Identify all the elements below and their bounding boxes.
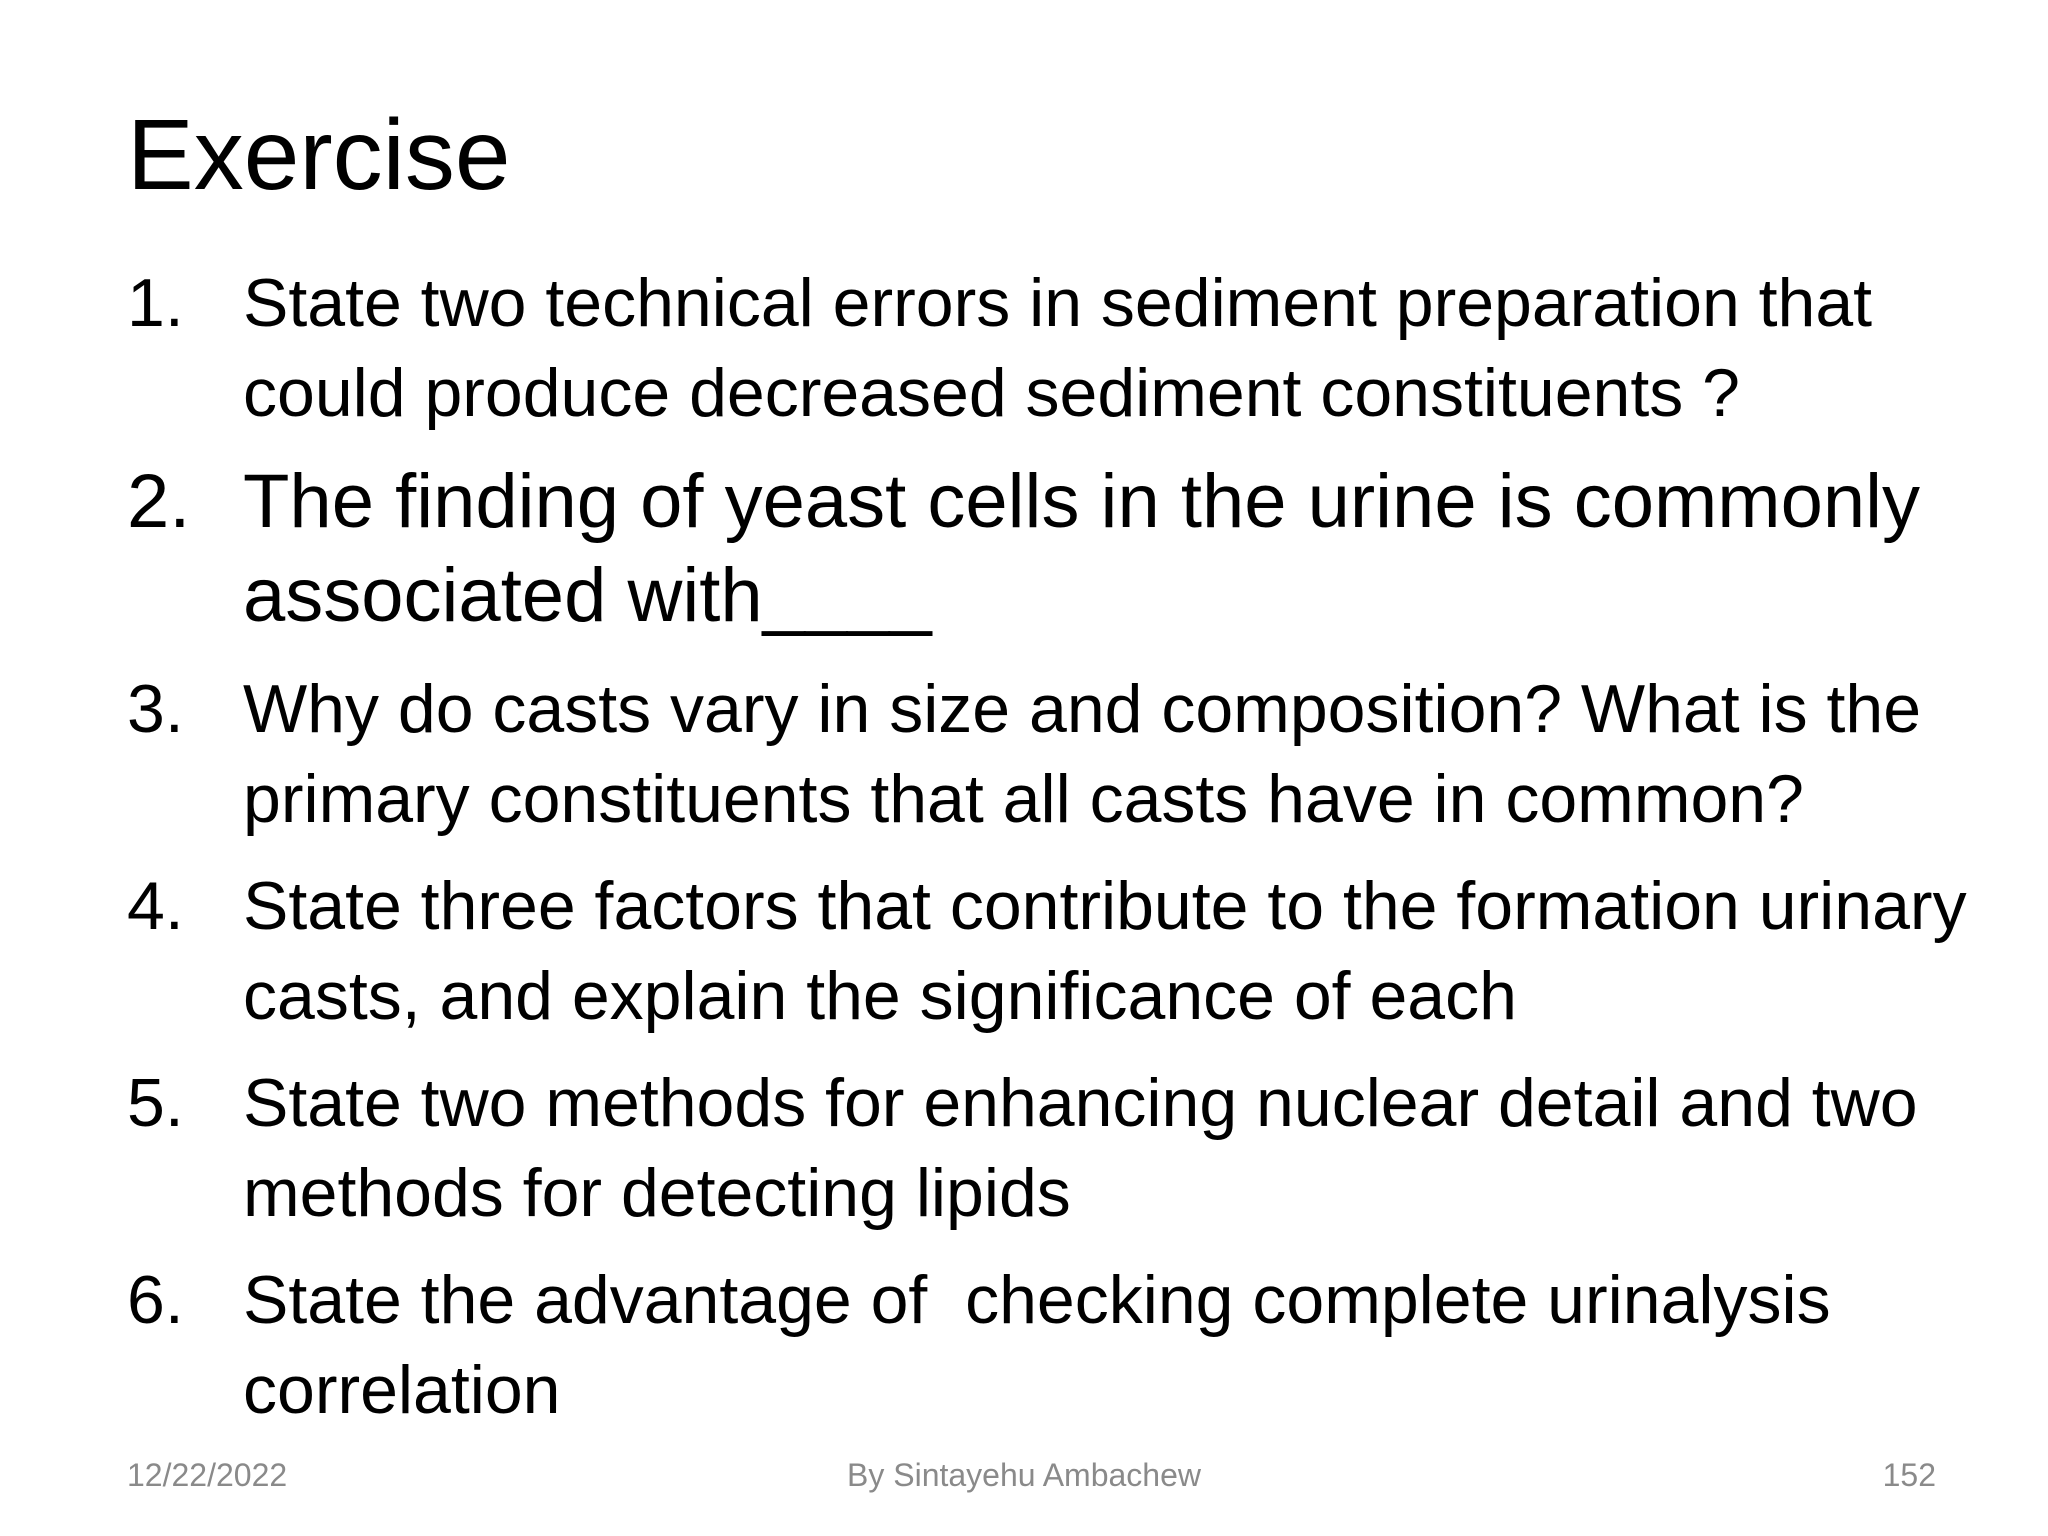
item-number: 1. <box>127 265 184 341</box>
exercise-list <box>127 258 1977 1452</box>
footer-author: By Sintayehu Ambachew <box>847 1457 1201 1493</box>
exercise-item-6 <box>127 1255 1977 1435</box>
item-number: 5. <box>127 1065 184 1141</box>
item-text: State the advantage of checking complete urinalysis correlation <box>243 1262 1850 1428</box>
exercise-item-2 <box>127 455 1977 643</box>
item-number: 4. <box>127 868 184 944</box>
item-text: The finding of yeast cells in the urine is commonly associated with____ <box>243 459 1921 638</box>
exercise-item-3 <box>127 664 1977 844</box>
item-number: 6. <box>127 1262 184 1338</box>
item-text: State three factors that contribute to the formation urinary casts, and explain the significance of each <box>243 868 1967 1034</box>
item-text: State two technical errors in sediment preparation that could produce decreased sediment constituents ? <box>243 265 1873 431</box>
slide-title: Exercise <box>127 99 511 211</box>
exercise-item-4 <box>127 861 1977 1041</box>
item-number: 2. <box>127 459 191 544</box>
exercise-item-5 <box>127 1058 1977 1238</box>
footer-date: 12/22/2022 <box>127 1457 288 1493</box>
exercise-item-1 <box>127 258 1977 438</box>
item-text: Why do casts vary in size and composition? What is the primary constituents that all casts have in common? <box>243 671 1922 837</box>
item-text: State two methods for enhancing nuclear detail and two methods for detecting lipids <box>243 1065 1918 1231</box>
footer-page-number: 152 <box>1882 1457 1936 1493</box>
item-number: 3. <box>127 671 184 747</box>
